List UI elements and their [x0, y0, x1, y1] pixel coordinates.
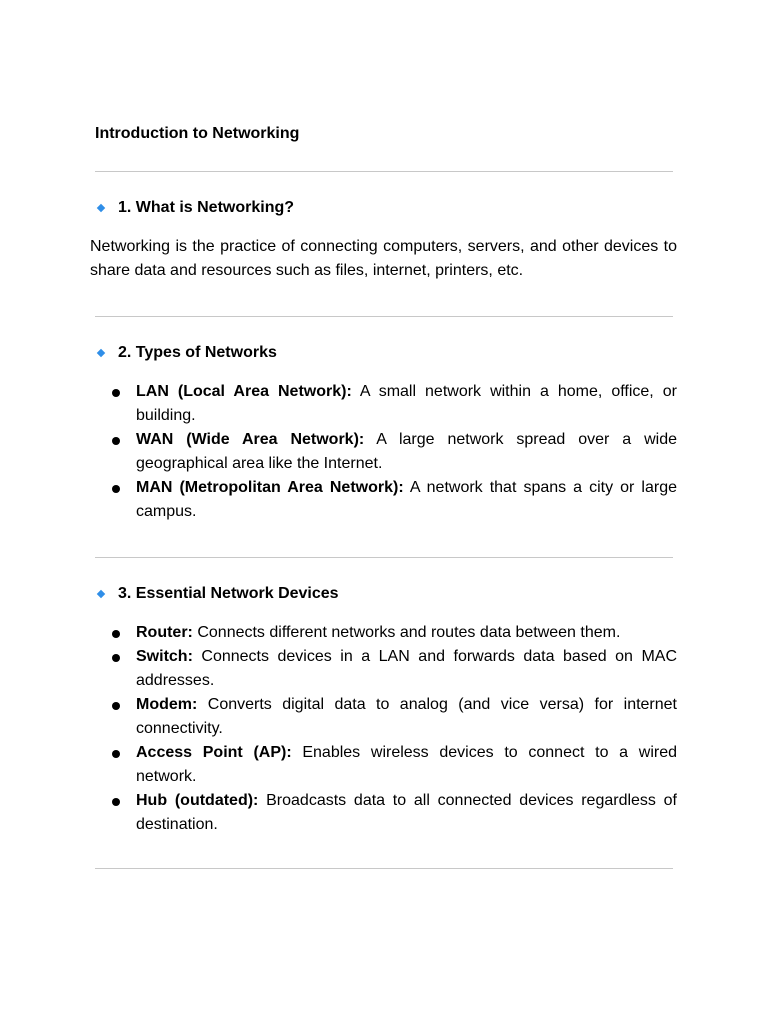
list-item: [136, 693, 677, 741]
section-heading-text: 3. Essential Network Devices: [118, 585, 339, 602]
bullet-dot-icon: [112, 389, 120, 397]
list-item: [136, 476, 677, 524]
list-item-text: A small network within a home, office, or building.: [136, 383, 677, 424]
list-item-term: WAN (Wide Area Network):: [136, 431, 365, 448]
bullet-dot-icon: [112, 630, 120, 638]
list-item: [136, 789, 677, 837]
bullet-dot-icon: [112, 702, 120, 710]
list-item-text: Connects different networks and routes data between them.: [192, 624, 621, 641]
section-heading-types-of-networks: [95, 343, 277, 363]
list-item: [136, 428, 677, 476]
list-item-term: MAN (Metropolitan Area Network):: [136, 479, 404, 496]
network-devices-list: [136, 621, 677, 837]
section-heading-text: 1. What is Networking?: [118, 199, 295, 216]
section-paragraph: Networking is the practice of connecting computers, servers, and other devices to share data and resources such as files, internet, printers, etc.: [90, 238, 677, 279]
list-item-term: LAN (Local Area Network):: [136, 383, 352, 400]
list-item: [136, 645, 677, 693]
list-item: [136, 380, 677, 428]
list-item-text: Converts digital data to analog (and vice versa) for internet connectivity.: [136, 696, 677, 737]
bullet-dot-icon: [112, 485, 120, 493]
list-item-term: Router:: [136, 624, 193, 641]
list-item-term: Switch:: [136, 648, 193, 665]
divider: [95, 171, 673, 172]
divider: [95, 557, 673, 558]
list-item-text: A network that spans a city or large campus.: [136, 479, 678, 520]
network-types-list: [136, 380, 677, 524]
bullet-dot-icon: [112, 437, 120, 445]
diamond-icon: [97, 349, 105, 357]
bullet-dot-icon: [112, 798, 120, 806]
divider: [95, 316, 673, 317]
bullet-dot-icon: [112, 654, 120, 662]
divider: [95, 868, 673, 869]
diamond-icon: [97, 204, 105, 212]
section-heading-what-is-networking: [95, 198, 294, 218]
list-item: [136, 741, 677, 789]
list-item-text: A large network spread over a wide geographical area like the Internet.: [136, 431, 677, 472]
document-title: Introduction to Networking: [95, 125, 300, 142]
diamond-icon: [97, 590, 105, 598]
list-item-text: Connects devices in a LAN and forwards data based on MAC addresses.: [136, 648, 677, 689]
list-item-term: Hub (outdated):: [136, 792, 259, 809]
bullet-dot-icon: [112, 750, 120, 758]
section-heading-essential-network-devices: [95, 584, 339, 604]
list-item-text: Enables wireless devices to connect to a wired network.: [136, 744, 677, 785]
section-heading-text: 2. Types of Networks: [118, 344, 277, 361]
list-item-text: Broadcasts data to all connected devices regardless of destination.: [136, 792, 678, 833]
list-item-term: Access Point (AP):: [136, 744, 292, 761]
list-item: [136, 621, 677, 645]
list-item-term: Modem:: [136, 696, 198, 713]
